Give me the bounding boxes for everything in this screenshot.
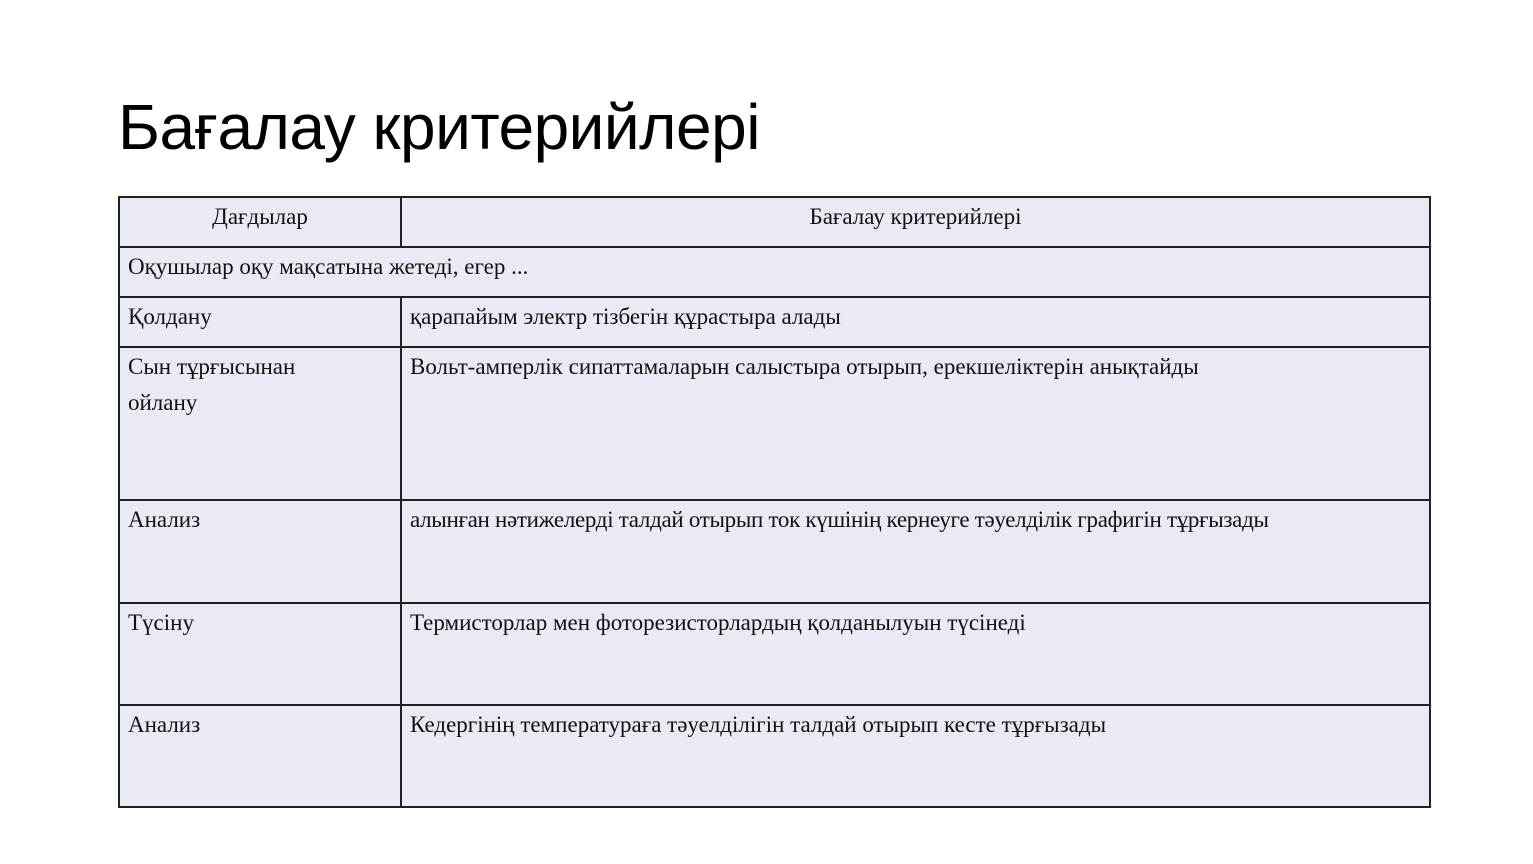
criterion-cell: алынған нәтижелерді талдай отырып ток күшінің кернеуге тәуелділік графигін тұрғызады [401, 500, 1430, 603]
table-row [119, 705, 1430, 807]
criterion-cell: Термисторлар мен фоторезисторлардың қолданылуын түсінеді [401, 603, 1430, 705]
table-row [119, 500, 1430, 603]
table-row [119, 297, 1430, 347]
skill-cell: Сын тұрғысынан ойлану [119, 347, 401, 500]
header-criteria: Бағалау критерийлері [401, 197, 1430, 247]
criterion-cell: Вольт-амперлік сипаттамаларын салыстыра отырып, ерекшеліктерін анықтайды [401, 347, 1430, 500]
skill-cell: Қолдану [119, 297, 401, 347]
criterion-cell: қарапайым электр тізбегін құрастыра алады [401, 297, 1430, 347]
header-skills: Дағдылар [119, 197, 401, 247]
table-row [119, 347, 1430, 500]
intro-cell: Оқушылар оқу мақсатына жетеді, егер ... [119, 247, 1430, 297]
criterion-cell: Кедергінің температураға тәуелділігін талдай отырып кесте тұрғызады [401, 705, 1430, 807]
skill-cell: Түсіну [119, 603, 401, 705]
skill-cell: Анализ [119, 705, 401, 807]
table-header-row [119, 197, 1430, 247]
skill-cell: Анализ [119, 500, 401, 603]
slide-title: Бағалау критерийлері [118, 91, 760, 163]
table-row [119, 603, 1430, 705]
table-intro-row [119, 247, 1430, 297]
criteria-table [118, 196, 1431, 808]
